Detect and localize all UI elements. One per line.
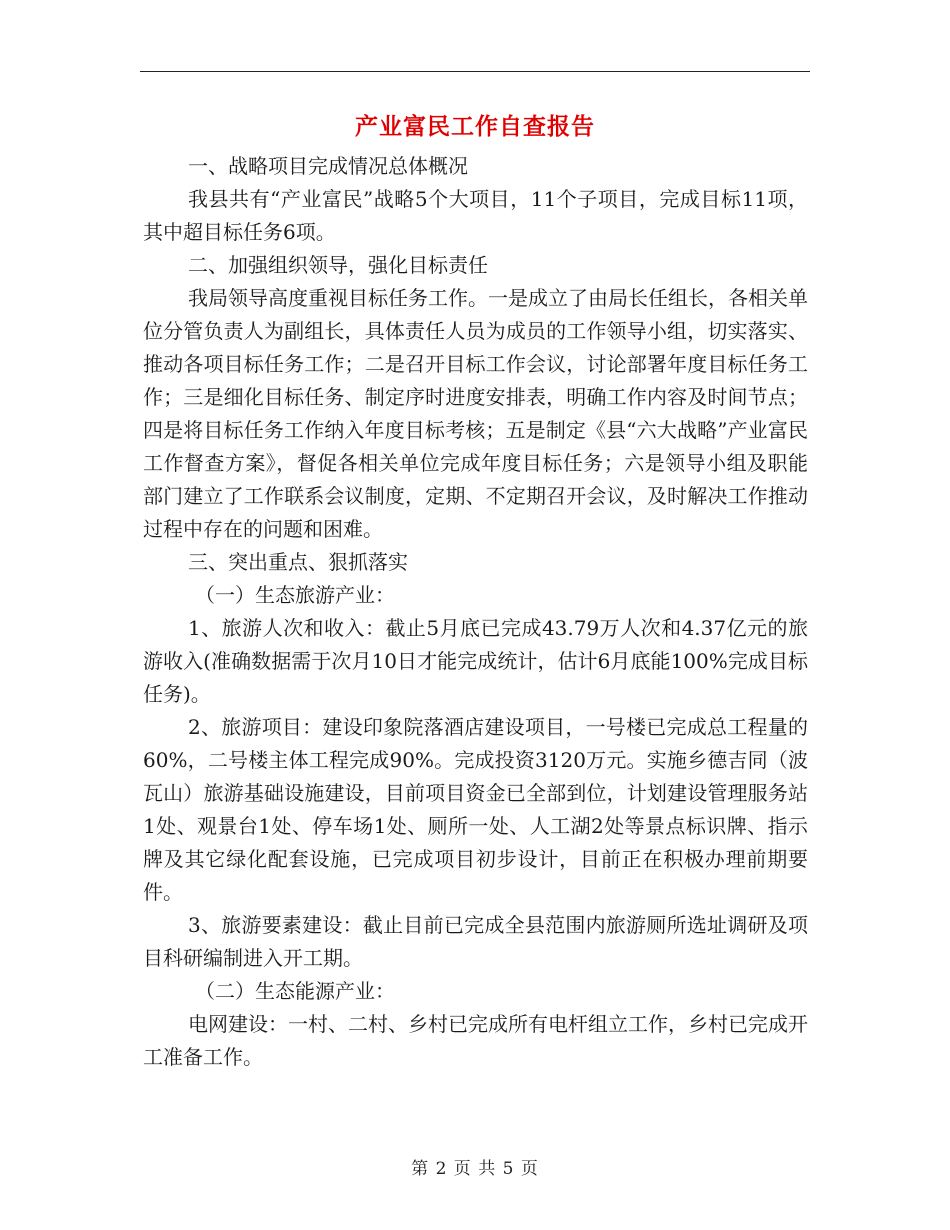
paragraph: 我县共有“产业富民”战略5个大项目，11个子项目，完成目标11项，其中超目标任务6项。	[143, 187, 808, 244]
paragraph: 3、旅游要素建设：截止目前已完成全县范围内旅游厕所选址调研及项目科研编制进入开工期。	[143, 913, 808, 970]
section-heading-2: 二、加强组织领导，强化目标责任	[188, 253, 488, 277]
paragraph: 1、旅游人次和收入：截止5月底已完成43.79万人次和4.37亿元的旅游收入(准确数据需于次月10日才能完成统计，估计6月底能100%完成目标任务)。	[143, 616, 808, 706]
paragraph: 电网建设：一村、二村、乡村已完成所有电杆组立工作，乡村已完成开工准备工作。	[143, 1012, 808, 1069]
document-body	[143, 150, 808, 1074]
header-rule	[140, 71, 810, 72]
paragraph: 2、旅游项目：建设印象院落酒店建设项目，一号楼已完成总工程量的60%，二号楼主体工程完成90%。完成投资3120万元。实施乡德吉同（波瓦山）旅游基础设施建设，目前项目资金已全部到位，计划建设管理服务站1处、观景台1处、停车场1处、厕所一处、人工湖2处等景点标识牌、指示牌及其它绿化配套设施，已完成项目初步设计，目前正在积极办理前期要件。	[143, 715, 808, 904]
subsection-heading-2: （二）生态能源产业：	[195, 979, 395, 1003]
document-title: 产业富民工作自查报告	[355, 114, 595, 140]
section-heading-3: 三、突出重点、狠抓落实	[188, 550, 408, 574]
subsection-heading-1: （一）生态旅游产业：	[195, 583, 395, 607]
section-heading-1: 一、战略项目完成情况总体概况	[188, 154, 468, 178]
paragraph: 我局领导高度重视目标任务工作。一是成立了由局长任组长，各相关单位分管负责人为副组长，具体责任人员为成员的工作领导小组，切实落实、推动各项目标任务工作；二是召开目标工作会议，讨论部署年度目标任务工作；三是细化目标任务、制定序时进度安排表，明确工作内容及时间节点；四是将目标任务工作纳入年度目标考核；五是制定《县“六大战略”产业富民工作督查方案》，督促各相关单位完成年度目标任务；六是领导小组及职能部门建立了工作联系会议制度，定期、不定期召开会议，及时解决工作推动过程中存在的问题和困难。	[143, 286, 808, 541]
page-number: 第 2 页 共 5 页	[411, 1159, 539, 1179]
